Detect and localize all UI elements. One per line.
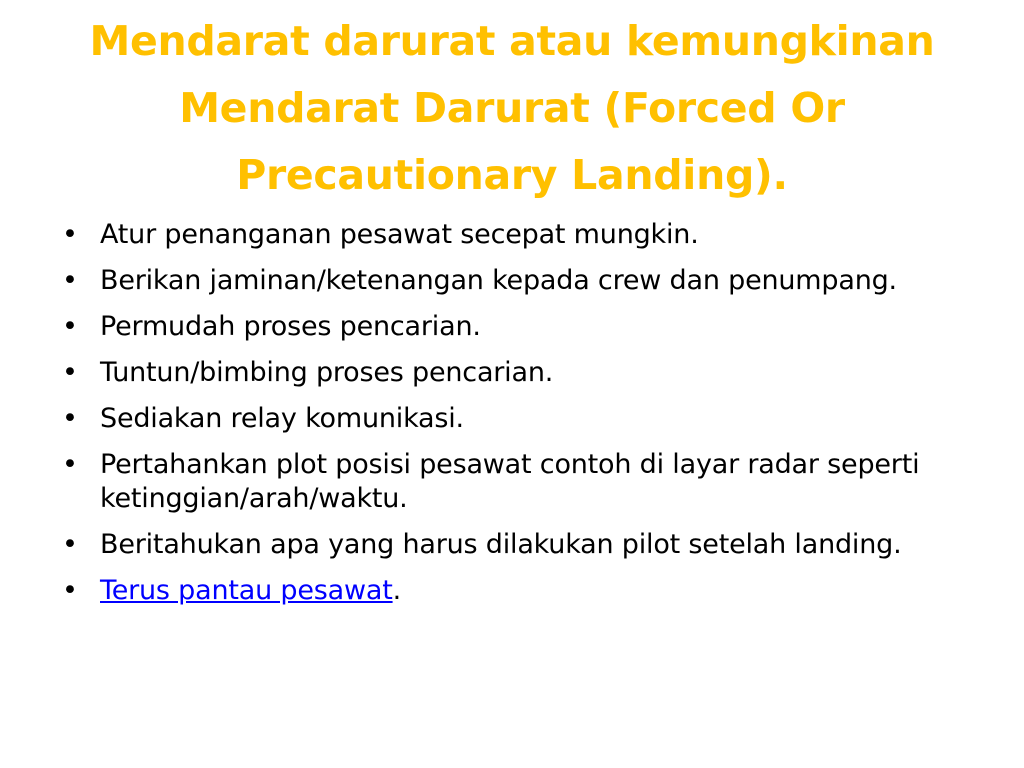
list-item-text: Beritahukan apa yang harus dilakukan pilot setelah landing. xyxy=(100,529,902,560)
slide-title xyxy=(40,8,984,209)
bullet-dot-icon: • xyxy=(62,265,78,296)
bullet-list xyxy=(62,218,972,620)
bullet-dot-icon: • xyxy=(62,357,78,388)
list-item-text: Pertahankan plot posisi pesawat contoh di layar radar seperti ketinggian/arah/waktu. xyxy=(100,449,920,514)
list-item xyxy=(62,356,972,390)
list-item xyxy=(62,402,972,436)
slide-title-period: . xyxy=(772,151,788,199)
list-item xyxy=(62,264,972,298)
slide-title-text: Mendarat darurat atau kemungkinan Mendarat Darurat (Forced Or Precautionary Landing) xyxy=(89,17,935,199)
list-item-text: Berikan jaminan/ketenangan kepada crew dan penumpang. xyxy=(100,265,897,296)
list-item-link xyxy=(62,574,972,608)
bullet-dot-icon: • xyxy=(62,449,78,480)
list-item xyxy=(62,528,972,562)
bullet-dot-icon: • xyxy=(62,529,78,560)
list-item-text: Tuntun/bimbing proses pencarian. xyxy=(100,357,554,388)
bullet-dot-icon: • xyxy=(62,403,78,434)
list-item-text: Atur penanganan pesawat secepat mungkin. xyxy=(100,219,699,250)
list-item xyxy=(62,448,972,516)
list-item-text: Permudah proses pencarian. xyxy=(100,311,481,342)
bullet-dot-icon: • xyxy=(62,311,78,342)
bullet-dot-icon: • xyxy=(62,575,78,606)
list-item-text: Sediakan relay komunikasi. xyxy=(100,403,464,434)
list-item xyxy=(62,218,972,252)
list-item-suffix: . xyxy=(392,575,401,606)
bullet-dot-icon: • xyxy=(62,219,78,250)
list-item xyxy=(62,310,972,344)
monitor-aircraft-link[interactable]: Terus pantau pesawat xyxy=(100,575,393,606)
